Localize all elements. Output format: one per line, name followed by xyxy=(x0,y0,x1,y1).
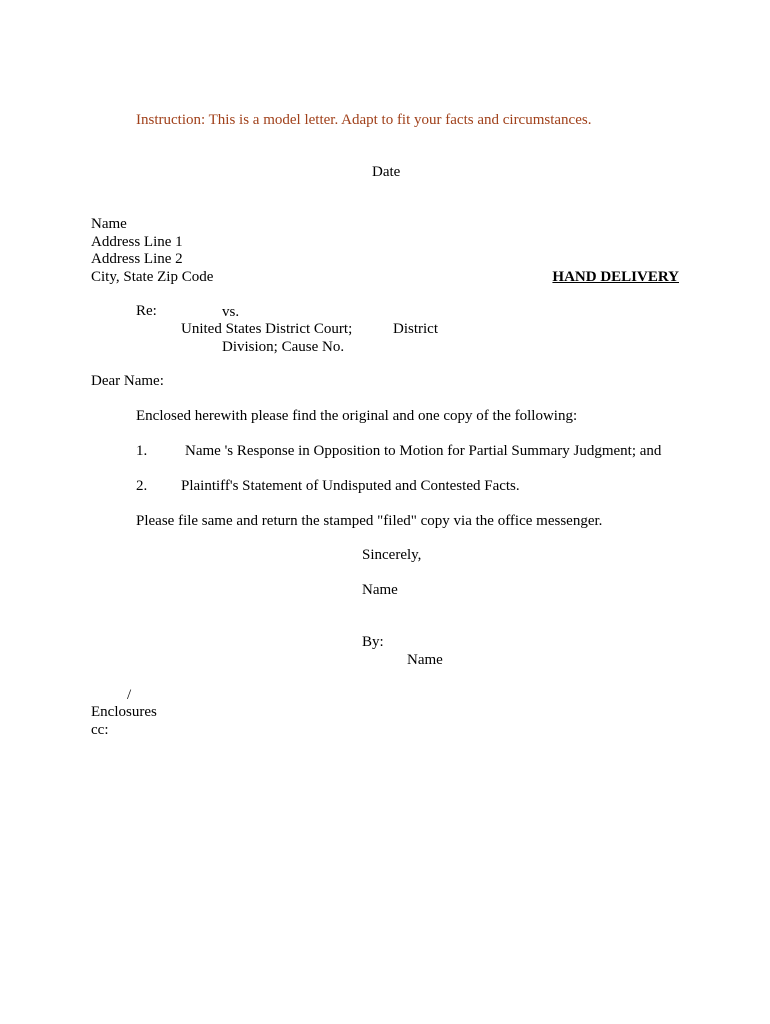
enclosures-label: Enclosures xyxy=(91,704,157,720)
re-label: Re: xyxy=(136,303,157,319)
recipient-address-line-1: Address Line 1 xyxy=(91,234,183,250)
cc-label: cc: xyxy=(91,722,109,738)
by-label: By: xyxy=(362,634,384,650)
signer-name: Name xyxy=(362,582,398,598)
enclosure-item-2-text: Plaintiff's Statement of Undisputed and Contested Facts. xyxy=(181,478,520,494)
recipient-city-state-zip: City, State Zip Code xyxy=(91,269,214,285)
re-vs: vs. xyxy=(222,304,240,320)
date-line: Date xyxy=(372,164,401,180)
intro-paragraph: Enclosed herewith please find the original and one copy of the following: xyxy=(136,408,578,424)
enclosure-item-1-number: 1. xyxy=(136,443,148,459)
enclosure-item-2-number: 2. xyxy=(136,478,148,494)
initials-separator: / xyxy=(127,687,132,703)
recipient-name: Name xyxy=(91,216,127,232)
re-court: United States District Court; xyxy=(181,321,353,337)
re-district: District xyxy=(393,321,438,337)
closing: Sincerely, xyxy=(362,547,422,563)
request-paragraph: Please file same and return the stamped "filed" copy via the office messenger. xyxy=(136,513,603,529)
by-name: Name xyxy=(407,652,443,668)
salutation: Dear Name: xyxy=(91,373,164,389)
delivery-method: HAND DELIVERY xyxy=(552,269,679,285)
re-division: Division; Cause No. xyxy=(222,339,345,355)
enclosure-item-1-text: Name 's Response in Opposition to Motion for Partial Summary Judgment; and xyxy=(185,443,662,459)
recipient-address-line-2: Address Line 2 xyxy=(91,251,183,267)
instruction-note: Instruction: This is a model letter. Adapt to fit your facts and circumstances. xyxy=(136,112,592,128)
